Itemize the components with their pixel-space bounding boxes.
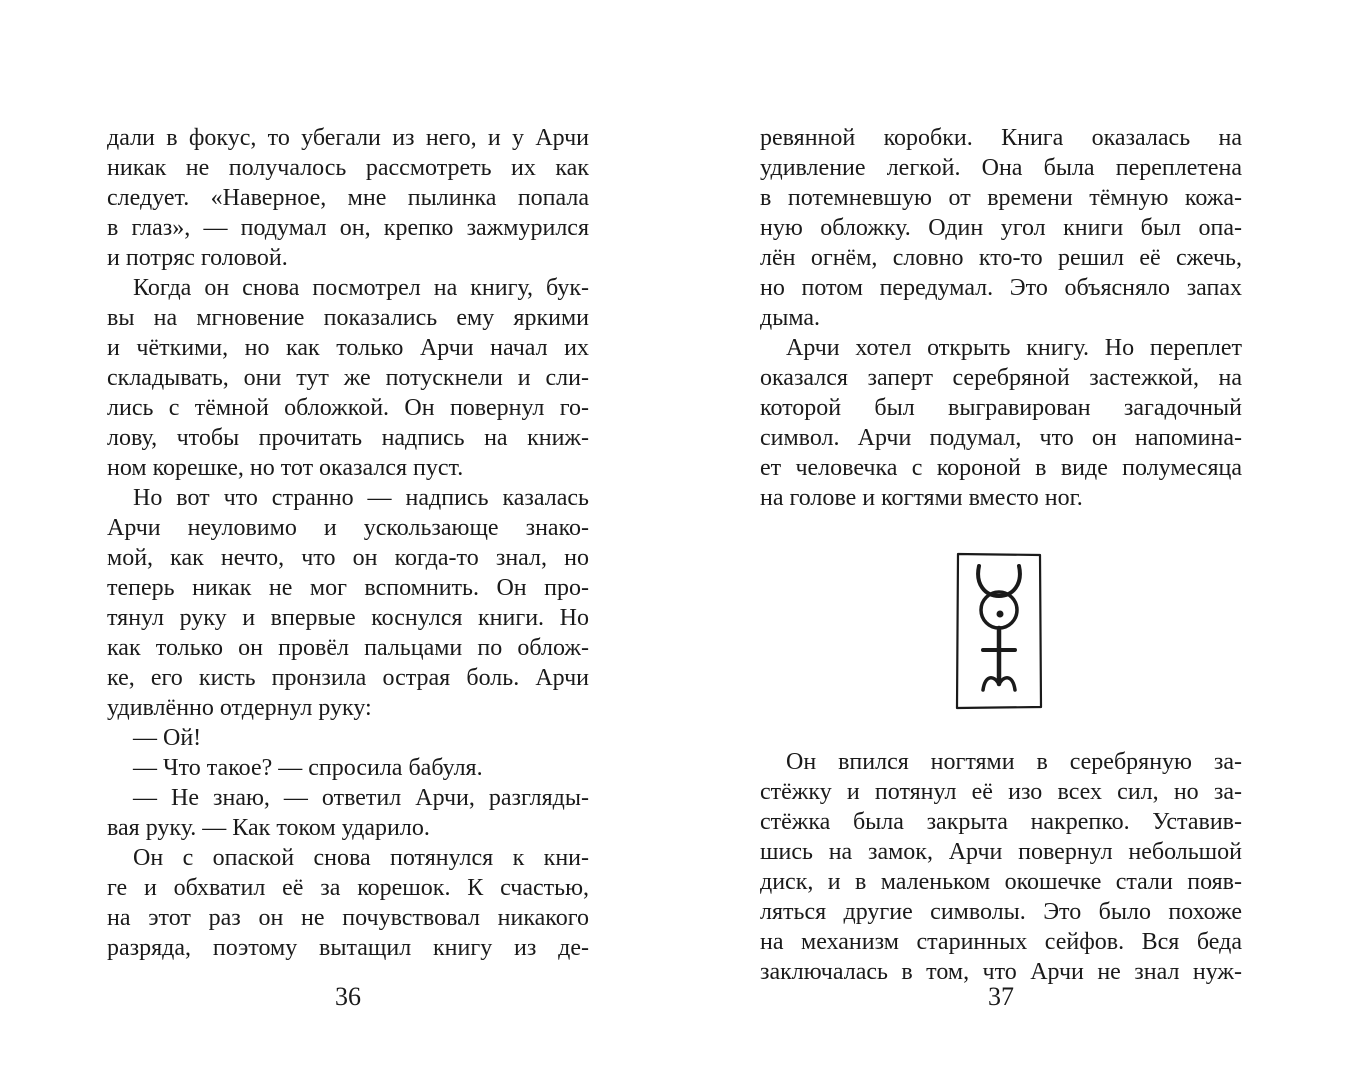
text-line: лён огнём, словно кто-то решил её сжечь, bbox=[760, 245, 1242, 271]
text-line: на механизм старинных сейфов. Вся беда bbox=[760, 929, 1242, 955]
text-line: дали в фокус, то убегали из него, и у Арчи bbox=[107, 125, 589, 151]
text-line: которой был выгравирован загадочный bbox=[760, 395, 1242, 421]
left-page-text bbox=[107, 123, 589, 963]
text-line: на этот раз он не почувствовал никакого bbox=[107, 905, 589, 931]
text-line: лись с тёмной обложкой. Он повернул го- bbox=[107, 395, 589, 421]
text-line: оказался заперт серебряной застежкой, на bbox=[760, 365, 1242, 391]
text-line: вы на мгновение показались ему яркими bbox=[107, 305, 589, 331]
text-line: диск, и в маленьком окошечке стали появ- bbox=[760, 869, 1242, 895]
text-line: удивление легкой. Она была переплетена bbox=[760, 155, 1242, 181]
text-line: Арчи неуловимо и ускользающе знако- bbox=[107, 515, 589, 541]
text-line: Арчи хотел открыть книгу. Но переплет bbox=[786, 335, 1242, 361]
text-line: Он с опаской снова потянулся к кни- bbox=[133, 845, 589, 871]
text-line: Он впился ногтями в серебряную за- bbox=[786, 749, 1242, 775]
page-number-left: 36 bbox=[335, 982, 361, 1011]
text-line: ет человечка с короной в виде полумесяца bbox=[760, 455, 1242, 481]
text-line: мой, как нечто, что он когда-то знал, но bbox=[107, 545, 589, 571]
crescent-crowned-figure-symbol-icon bbox=[955, 552, 1043, 710]
page-number-right: 37 bbox=[988, 982, 1014, 1011]
text-line: ную обложку. Один угол книги был опа- bbox=[760, 215, 1242, 241]
text-line: на голове и когтями вместо ног. bbox=[760, 485, 1083, 511]
text-line: следует. «Наверное, мне пылинка попала bbox=[107, 185, 589, 211]
text-line: в потемневшую от времени тёмную кожа- bbox=[760, 185, 1242, 211]
text-line: лову, чтобы прочитать надпись на книж- bbox=[107, 425, 589, 451]
text-line: стёжка была закрыта накрепко. Уставив- bbox=[760, 809, 1242, 835]
text-line: складывать, они тут же потускнели и сли- bbox=[107, 365, 589, 391]
right-page-text bbox=[760, 123, 1242, 987]
text-line: стёжку и потянул её изо всех сил, но за- bbox=[760, 779, 1242, 805]
text-line: — Ой! bbox=[133, 725, 202, 751]
text-line: теперь никак не мог вспомнить. Он про- bbox=[107, 575, 589, 601]
text-line: дыма. bbox=[760, 305, 821, 331]
text-line: Когда он снова посмотрел на книгу, бук- bbox=[133, 275, 589, 301]
text-line: и чёткими, но как только Арчи начал их bbox=[107, 335, 589, 361]
text-line: ке, его кисть пронзила острая боль. Арчи bbox=[107, 665, 589, 691]
text-line: разряда, поэтому вытащил книгу из де- bbox=[107, 935, 589, 961]
text-line: ном корешке, но тот оказался пуст. bbox=[107, 455, 464, 481]
text-line: ляться другие символы. Это было похоже bbox=[760, 899, 1242, 925]
text-line: — Что такое? — спросила бабуля. bbox=[133, 755, 483, 781]
text-line: вая руку. — Как током ударило. bbox=[107, 815, 430, 841]
text-line: никак не получалось рассмотреть их как bbox=[107, 155, 589, 181]
text-line: как только он провёл пальцами по облож- bbox=[107, 635, 589, 661]
text-line: но потом передумал. Это объясняло запах bbox=[760, 275, 1242, 301]
text-line: символ. Арчи подумал, что он напомина- bbox=[760, 425, 1242, 451]
text-line: Но вот что странно — надпись казалась bbox=[133, 485, 589, 511]
text-line: заключалась в том, что Арчи не знал нуж- bbox=[760, 959, 1242, 985]
text-line: тянул руку и впервые коснулся книги. Но bbox=[107, 605, 589, 631]
text-line: и потряс головой. bbox=[107, 245, 288, 271]
text-line: в глаз», — подумал он, крепко зажмурился bbox=[107, 215, 589, 241]
text-line: — Не знаю, — ответил Арчи, разгляды- bbox=[133, 785, 589, 811]
text-line: ревянной коробки. Книга оказалась на bbox=[760, 125, 1242, 151]
text-line: удивлённо отдернул руку: bbox=[107, 695, 372, 721]
text-line: шись на замок, Арчи повернул небольшой bbox=[760, 839, 1242, 865]
text-line: ге и обхватил её за корешок. К счастью, bbox=[107, 875, 589, 901]
